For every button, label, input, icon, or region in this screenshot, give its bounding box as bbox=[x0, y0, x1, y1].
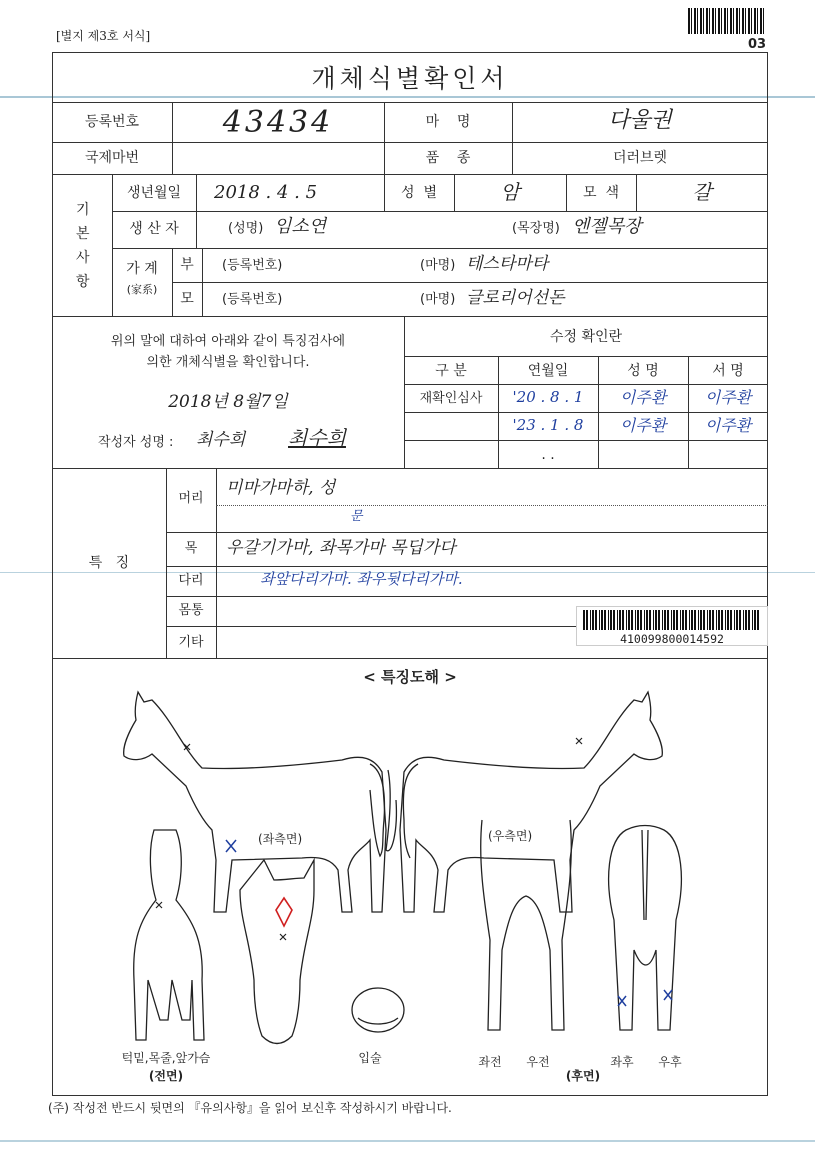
feature-neck-label: 목 bbox=[184, 541, 198, 556]
front-neck-outline bbox=[134, 830, 204, 1040]
sire-reg-tag: (등록번호) bbox=[222, 258, 283, 273]
amend-row-2-date: '23 . 1 . 8 bbox=[512, 416, 584, 434]
feature-leg-label: 다리 bbox=[178, 573, 204, 588]
dam-label: 모 bbox=[180, 291, 194, 307]
muzzle-caption: 입술 bbox=[358, 1051, 382, 1065]
mark-front-neck bbox=[156, 902, 162, 908]
birth-label: 생년월일 bbox=[126, 185, 182, 201]
reg-number-label: 등록번호 bbox=[84, 114, 140, 130]
writer-signature: 최수희 bbox=[288, 426, 346, 450]
rear-outline bbox=[609, 826, 682, 1031]
breeder-name: 임소연 bbox=[274, 216, 327, 237]
breed-value: 더러브렛 bbox=[612, 150, 668, 166]
features-section-label: 특 징 bbox=[88, 555, 130, 571]
confirm-line-2: 의한 개체식별을 확인합니다. bbox=[146, 355, 310, 370]
amend-title: 수정 확인란 bbox=[549, 329, 623, 345]
intl-number-label: 국제마번 bbox=[84, 150, 140, 166]
confirm-line-1: 위의 말에 대하여 아래와 같이 특징검사에 bbox=[110, 334, 346, 349]
amend-row-3-date: . . bbox=[541, 447, 555, 463]
birth-value: 2018 . 4 . 5 bbox=[214, 182, 318, 203]
form-tag: [별지 제3호 서식] bbox=[56, 29, 151, 43]
rear-view-label: (후면) bbox=[565, 1069, 601, 1083]
amend-header-type: 구 분 bbox=[435, 363, 467, 379]
reg-number-value: 43434 bbox=[222, 105, 334, 140]
sticker-barcode-number: 410099800014592 bbox=[620, 632, 724, 646]
right-horse-outline bbox=[400, 692, 662, 912]
top-barcode bbox=[688, 8, 766, 34]
mark-forehead-diamond bbox=[276, 898, 292, 926]
fore-right-caption: 우전 bbox=[526, 1055, 550, 1069]
sticker-barcode bbox=[576, 606, 768, 646]
footnote: (주) 작성전 반드시 뒷면의 『유의사항』을 읽어 보신후 작성하시기 바랍니다. bbox=[48, 1101, 452, 1115]
dam-name-tag: (마명) bbox=[420, 292, 456, 307]
writer-label: 작성자 성명 : bbox=[98, 435, 174, 450]
front-view-label: (전면) bbox=[148, 1069, 184, 1083]
feature-head-value: 미마가마하, 성 bbox=[226, 478, 336, 498]
horse-name-label: 마 명 bbox=[425, 114, 471, 130]
mark-rear-right bbox=[664, 990, 672, 1000]
amend-header-date: 연월일 bbox=[527, 363, 569, 379]
amend-row-1-name: 이주환 bbox=[619, 388, 667, 407]
mark-left-leg bbox=[226, 840, 236, 852]
breed-label: 품 종 bbox=[425, 150, 471, 166]
document-title: 개체식별확인서 bbox=[311, 64, 509, 93]
ranch-name: 엔젤목장 bbox=[572, 216, 642, 237]
sire-name-tag: (마명) bbox=[420, 258, 456, 273]
coat-color-label: 모 색 bbox=[583, 185, 619, 201]
amend-header-name: 성 명 bbox=[627, 363, 659, 379]
ranch-tag: (목장명) bbox=[512, 221, 560, 236]
amend-row-1-type: 재확인심사 bbox=[419, 391, 483, 406]
basic-section-label: 기본사항 bbox=[76, 202, 90, 290]
diagram-title: < 특징도해 > bbox=[363, 668, 457, 686]
sire-label: 부 bbox=[180, 257, 194, 273]
feature-neck-insert: 문 bbox=[350, 509, 363, 524]
mark-head bbox=[280, 934, 286, 940]
hind-left-caption: 좌후 bbox=[610, 1055, 634, 1069]
mark-neck-right bbox=[576, 738, 582, 744]
sire-name: 테스타마타 bbox=[466, 254, 549, 274]
dam-reg-tag: (등록번호) bbox=[222, 292, 283, 307]
breeder-label: 생 산 자 bbox=[129, 221, 179, 237]
mark-rear-left bbox=[618, 996, 626, 1006]
lineage-hanja: (家系) bbox=[126, 283, 158, 296]
front-view-caption: 턱밑,목줄,앞가슴 bbox=[121, 1051, 211, 1065]
confirm-date: 2018년 8월7일 bbox=[168, 392, 288, 412]
lineage-label: 가 계 bbox=[126, 261, 158, 277]
left-horse-outline bbox=[124, 692, 386, 912]
feature-body-label: 몸통 bbox=[178, 603, 204, 618]
forelegs-outline bbox=[481, 820, 572, 1030]
head-front-outline bbox=[240, 860, 314, 1044]
sex-value: 암 bbox=[500, 180, 520, 204]
dam-name: 글로리어선돈 bbox=[466, 288, 565, 308]
left-side-caption: (좌측면) bbox=[258, 832, 303, 846]
amend-row-1-sign: 이주환 bbox=[704, 388, 752, 407]
horse-name-value: 다울권 bbox=[608, 108, 672, 133]
muzzle-outline bbox=[352, 988, 404, 1032]
amend-row-2-sign: 이주환 bbox=[704, 416, 752, 435]
right-side-caption: (우측면) bbox=[488, 829, 533, 843]
sex-label: 성 별 bbox=[401, 185, 437, 201]
feature-neck-value: 우갈기가마, 좌목가마 목딥가다 bbox=[226, 538, 456, 558]
fore-left-caption: 좌전 bbox=[478, 1055, 502, 1069]
amend-row-2-name: 이주환 bbox=[619, 416, 667, 435]
hind-right-caption: 우후 bbox=[658, 1055, 682, 1069]
horse-diagram bbox=[52, 680, 768, 1100]
page-number: 03 bbox=[748, 37, 767, 52]
coat-color-value: 갈 bbox=[692, 180, 712, 204]
amend-header-sign: 서 명 bbox=[712, 363, 744, 379]
scan-line-bottom bbox=[0, 1140, 815, 1142]
breeder-name-tag: (성명) bbox=[228, 221, 264, 236]
feature-etc-label: 기타 bbox=[178, 635, 204, 650]
feature-leg-value: 좌앞다리가마. 좌우뒷다리가마. bbox=[260, 570, 463, 588]
feature-head-label: 머리 bbox=[178, 491, 204, 506]
writer-name: 최수희 bbox=[196, 430, 246, 450]
amend-row-1-date: '20 . 8 . 1 bbox=[512, 388, 584, 406]
